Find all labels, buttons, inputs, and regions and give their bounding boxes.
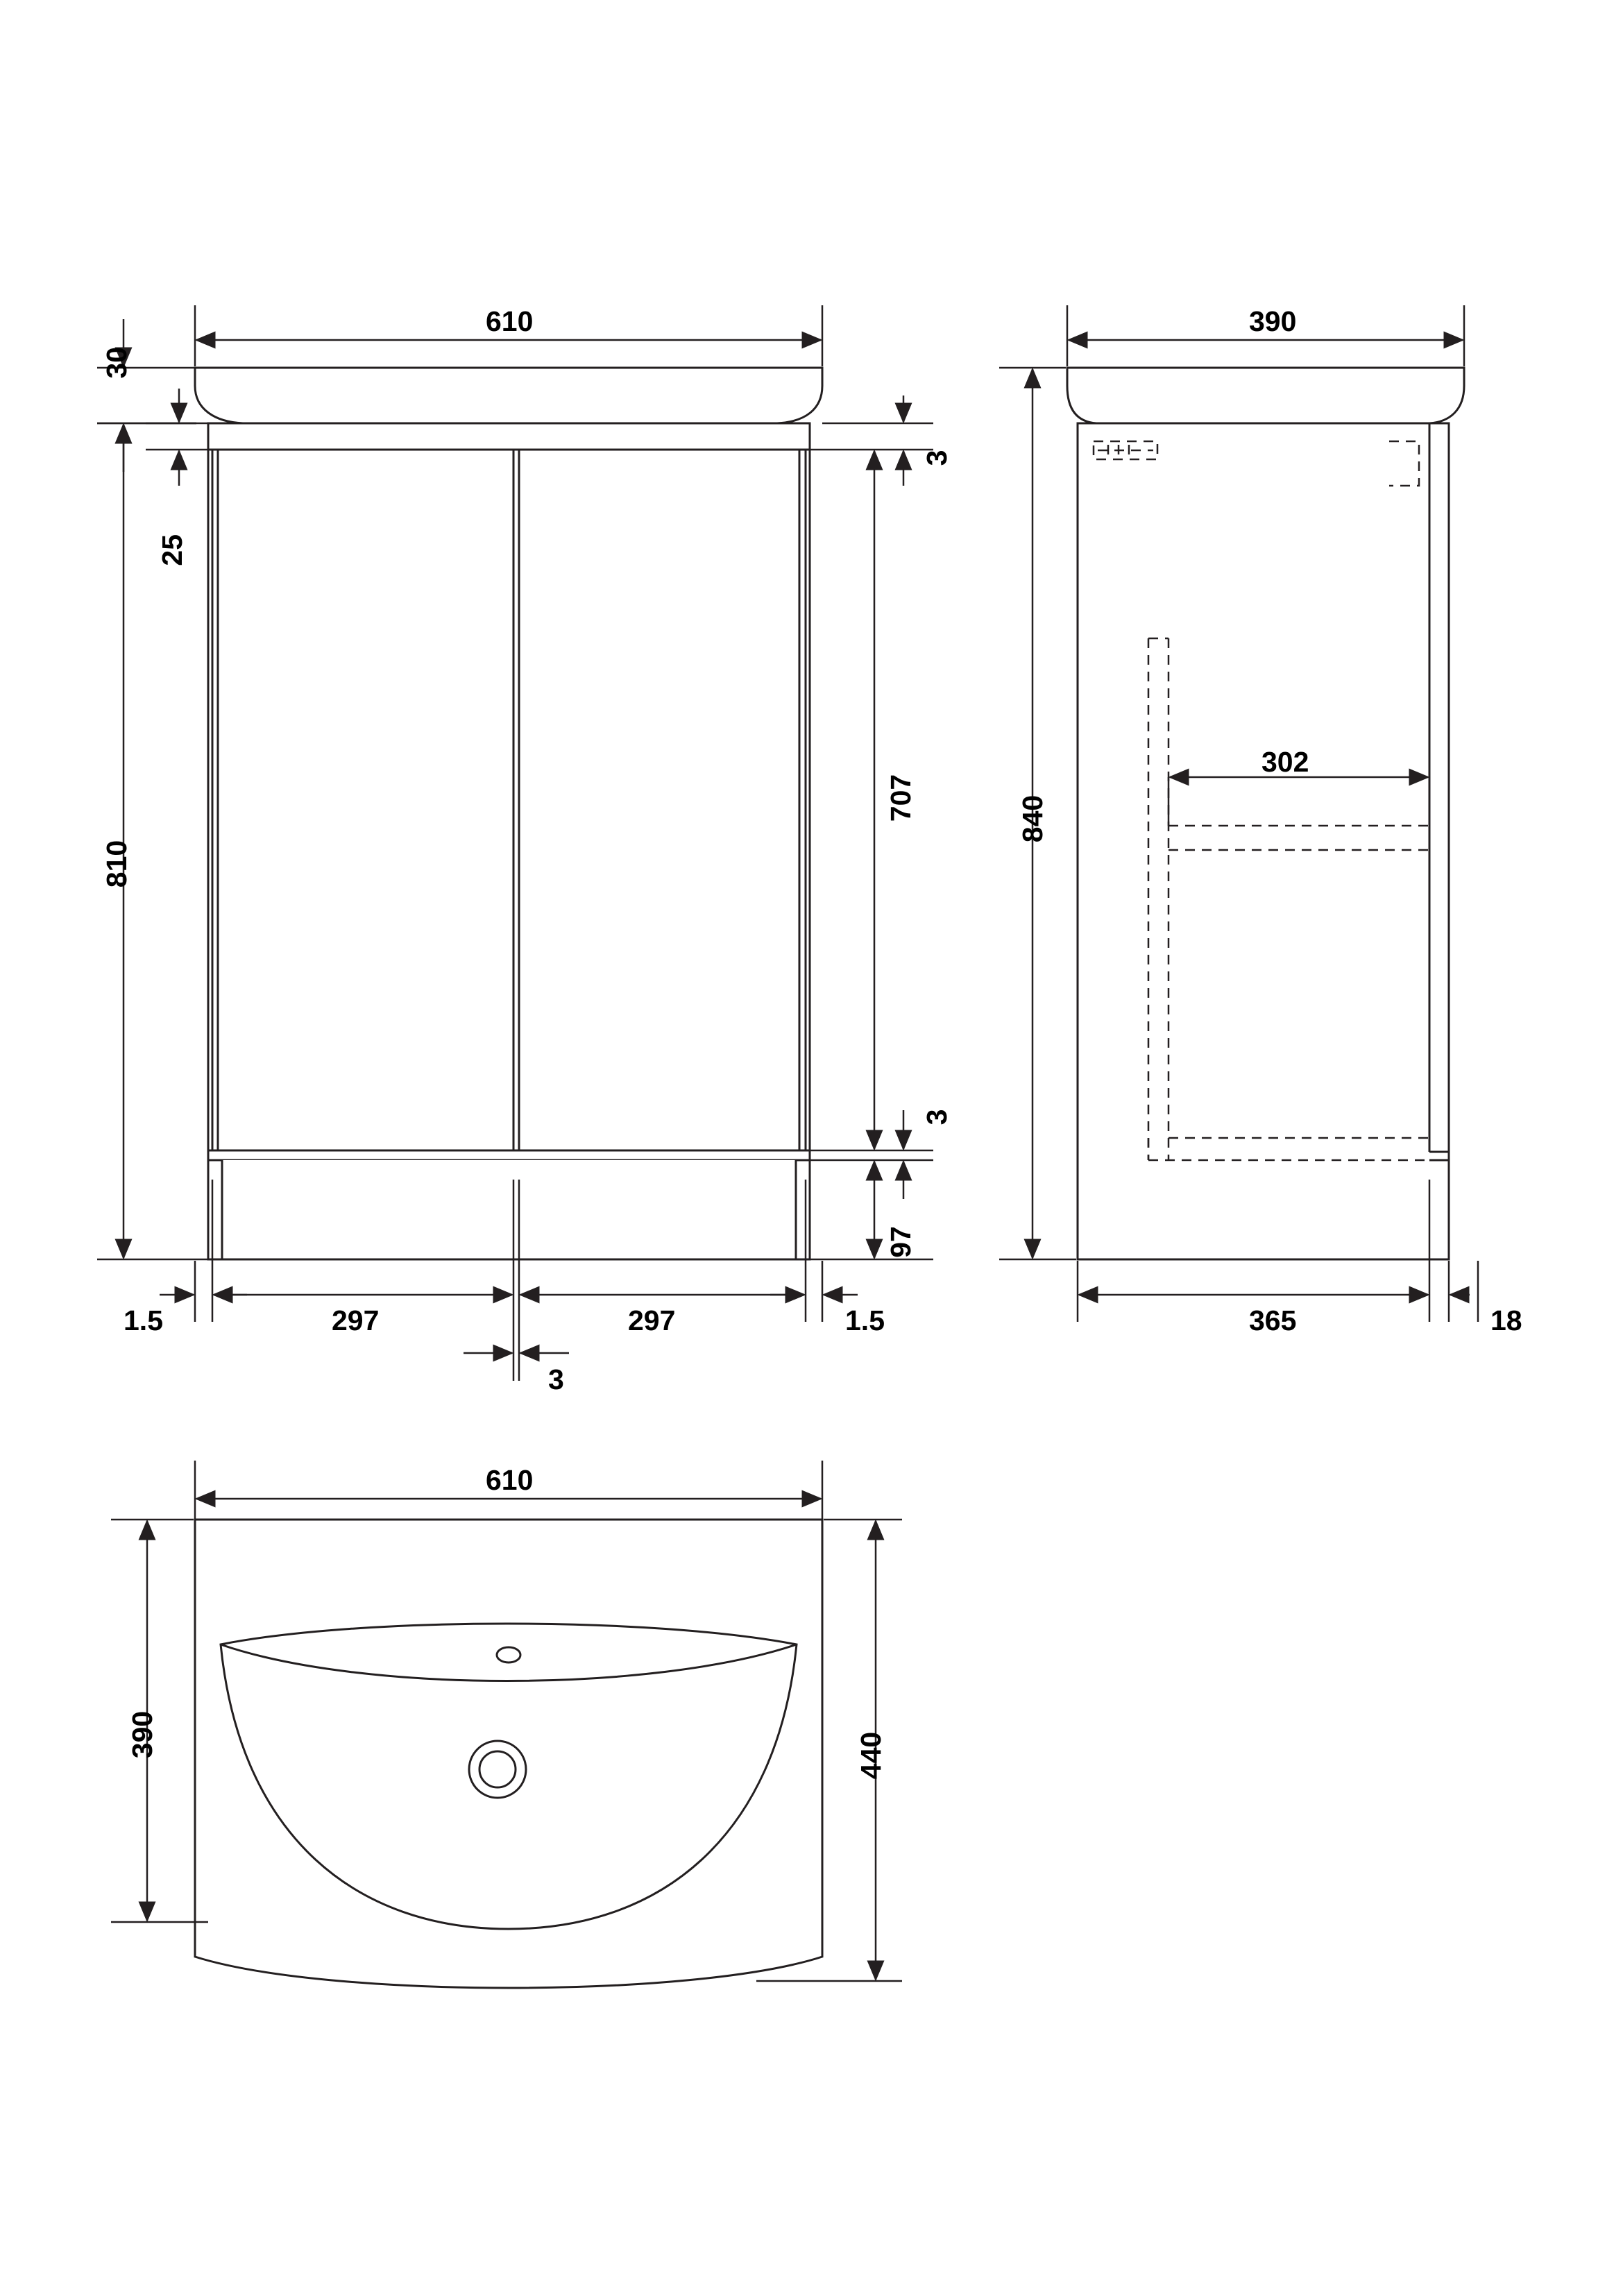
dim-label-basin-width: 610 (486, 1464, 534, 1496)
dim-label-side-shelf-width: 302 (1261, 746, 1309, 778)
dim-label-front-door-right-width: 297 (628, 1304, 676, 1336)
dim-label-basin-depth: 390 (126, 1710, 158, 1759)
side-elevation-geometry (1067, 368, 1464, 1259)
dim-label-front-door-left-width: 297 (332, 1304, 380, 1336)
dim-label-front-overall-width: 610 (486, 305, 534, 337)
dim-label-side-door-thickness: 18 (1490, 1304, 1522, 1336)
dim-label-front-door-height: 707 (885, 774, 917, 822)
dim-label-front-overall-height: 810 (101, 840, 133, 888)
front-elevation-geometry (195, 368, 822, 1259)
basin-plan-geometry (195, 1520, 822, 1988)
dim-label-front-top-thickness: 30 (101, 347, 133, 379)
dim-label-front-door-gap-bottom: 3 (921, 1109, 953, 1125)
dim-label-front-edge-right: 1.5 (845, 1304, 885, 1336)
dim-label-front-door-center-gap: 3 (548, 1363, 564, 1395)
dim-label-side-carcase-depth: 365 (1249, 1304, 1297, 1336)
dim-label-side-depth: 390 (1249, 305, 1297, 337)
dim-basin-depth-390 (111, 1520, 208, 1922)
dim-front-right-stack (796, 396, 933, 1259)
dim-label-front-door-gap-top: 3 (921, 450, 953, 466)
dim-label-side-overall-height: 840 (1017, 794, 1048, 843)
dim-label-front-plinth-height: 97 (885, 1226, 917, 1258)
dim-label-front-edge-left: 1.5 (124, 1304, 163, 1336)
dim-label-basin-overall-depth: 440 (855, 1731, 887, 1780)
dim-label-front-top-to-door: 25 (156, 534, 188, 566)
